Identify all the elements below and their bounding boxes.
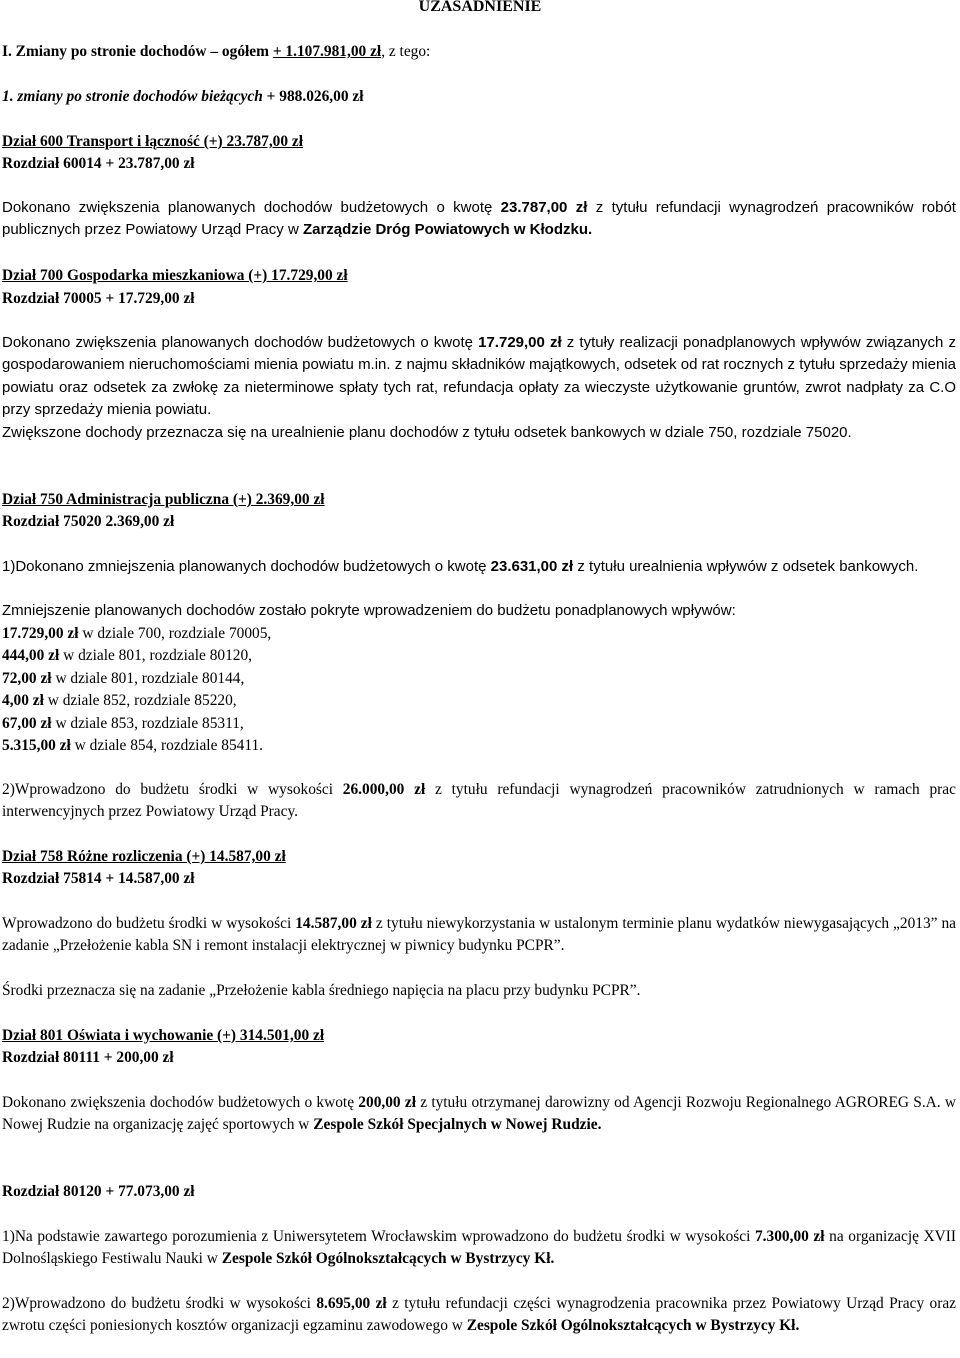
- list-item: 444,00 zł w dziale 801, rozdziale 80120,: [2, 647, 253, 665]
- list-item: 4,00 zł w dziale 852, rozdziale 85220,: [2, 692, 237, 710]
- list-item: 5.315,00 zł w dziale 854, rozdziale 85411.: [2, 737, 264, 755]
- chapter-70005: Rozdział 70005 + 17.729,00 zł: [2, 290, 195, 307]
- section-title-600: Dział 600 Transport i łączność (+) 23.787,00 zł: [2, 133, 304, 150]
- paragraph-600: Dokonano zwiększenia planowanych dochodów budżetowych o kwotę 23.787,00 zł z tytułu refundacji wynagrodzeń pracowników robót publicznych przez Powiatowy Urząd Pracy w Zarządzie Dróg Powiatowych w Kłodzku.: [2, 199, 956, 239]
- paragraph-801-c: 2)Wprowadzono do budżetu środki w wysokości 8.695,00 zł z tytułu refundacji części wynagrodzenia pracownika przez Powiatowy Urząd Pracy oraz zwrotu części poniesionych kosztów organizacji egzaminu zawodowego w Zespole Szkół Ogólnokształcących w Bystrzycy Kł.: [2, 1295, 956, 1335]
- paragraph-758-b: Środki przeznacza się na zadanie „Przełożenie kabla średniego napięcia na placu przy budynku PCPR”.: [2, 982, 641, 999]
- paragraph-750-a: 1)Dokonano zmniejszenia planowanych dochodów budżetowych o kwotę 23.631,00 zł z tytułu urealnienia wpływów z odsetek bankowych.: [2, 558, 919, 575]
- paragraph-750-b: Zmniejszenie planowanych dochodów zostało pokryte wprowadzeniem do budżetu ponadplanowych wpływów:: [2, 602, 736, 619]
- section-title-700: Dział 700 Gospodarka mieszkaniowa (+) 17.729,00 zł: [2, 267, 348, 284]
- paragraph-801-a: Dokonano zwiększenia dochodów budżetowych o kwotę 200,00 zł z tytułu otrzymanej darowizny od Agencji Rozwoju Regionalnego AGROREG S.A. w Nowej Rudzie na organizację zajęć sportowych w Zespole Szkół Specjalnych w Nowej Rudzie.: [2, 1094, 956, 1134]
- coverage-list: [2, 623, 956, 757]
- paragraph-758-a: Wprowadzono do budżetu środki w wysokości 14.587,00 zł z tytułu niewykorzystania w ustalonym terminie planu wydatków niewygasających „2013” na zadanie „Przełożenie kabla SN i remont instalacji elektrycznej w piwnicy budynku PCPR”.: [2, 915, 957, 955]
- list-item: 72,00 zł w dziale 801, rozdziale 80144,: [2, 669, 245, 687]
- chapter-75020: Rozdział 75020 2.369,00 zł: [2, 513, 175, 530]
- section-title-758: Dział 758 Różne rozliczenia (+) 14.587,00 zł: [2, 848, 286, 865]
- paragraph-801-b: 1)Na podstawie zawartego porozumienia z Uniwersytetem Wrocławskim wprowadzono do budżetu środki w wysokości 7.300,00 zł na organizację XVII Dolnośląskiego Festiwalu Nauki w Zespole Szkół Ogólnokształcących w Bystrzycy Kł.: [2, 1228, 956, 1268]
- chapter-75814: Rozdział 75814 + 14.587,00 zł: [2, 870, 195, 887]
- chapter-80120: Rozdział 80120 + 77.073,00 zł: [2, 1183, 195, 1200]
- paragraph-700-b: Zwiększone dochody przeznacza się na urealnienie planu dochodów z tytułu odsetek bankowych w dziale 750, rozdziale 75020.: [2, 424, 852, 441]
- summary-current: 1. zmiany po stronie dochodów bieżących + 988.026,00 zł: [2, 88, 364, 105]
- section-title-750: Dział 750 Administracja publiczna (+) 2.369,00 zł: [2, 491, 325, 508]
- paragraph-750-c: 2)Wprowadzono do budżetu środki w wysokości 26.000,00 zł z tytułu refundacji wynagrodzeń pracowników zatrudnionych w ramach prac interwencyjnych przez Powiatowy Urząd Pracy.: [2, 781, 956, 821]
- document-title: UZASADNIENIE: [418, 0, 542, 15]
- paragraph-700-a: Dokonano zwiększenia planowanych dochodów budżetowych o kwotę 17.729,00 zł z tytuły realizacji ponadplanowych wpływów związanych z gospodarowaniem nieruchomościami mienia powiatu m.in. z najmu składników majątkowych, odsetek od rat rocznych z tytułu sprzedaży mienia powiatu oraz odsetek za zwłokę za nieterminowe spłaty tych rat, refundacja opłaty za wieczyste użytkowanie gruntów, zwrot nadpłaty za C.O przy sprzedaży mienia powiatu.: [2, 334, 956, 419]
- chapter-60014: Rozdział 60014 + 23.787,00 zł: [2, 155, 195, 172]
- list-item: 17.729,00 zł w dziale 700, rozdziale 70005,: [2, 625, 272, 642]
- section-title-801: Dział 801 Oświata i wychowanie (+) 314.501,00 zł: [2, 1027, 325, 1044]
- chapter-80111: Rozdział 80111 + 200,00 zł: [2, 1049, 174, 1066]
- summary-total: I. Zmiany po stronie dochodów – ogółem + 1.107.981,00 zł, z tego:: [2, 43, 431, 60]
- list-item: 67,00 zł w dziale 853, rozdziale 85311,: [2, 714, 244, 732]
